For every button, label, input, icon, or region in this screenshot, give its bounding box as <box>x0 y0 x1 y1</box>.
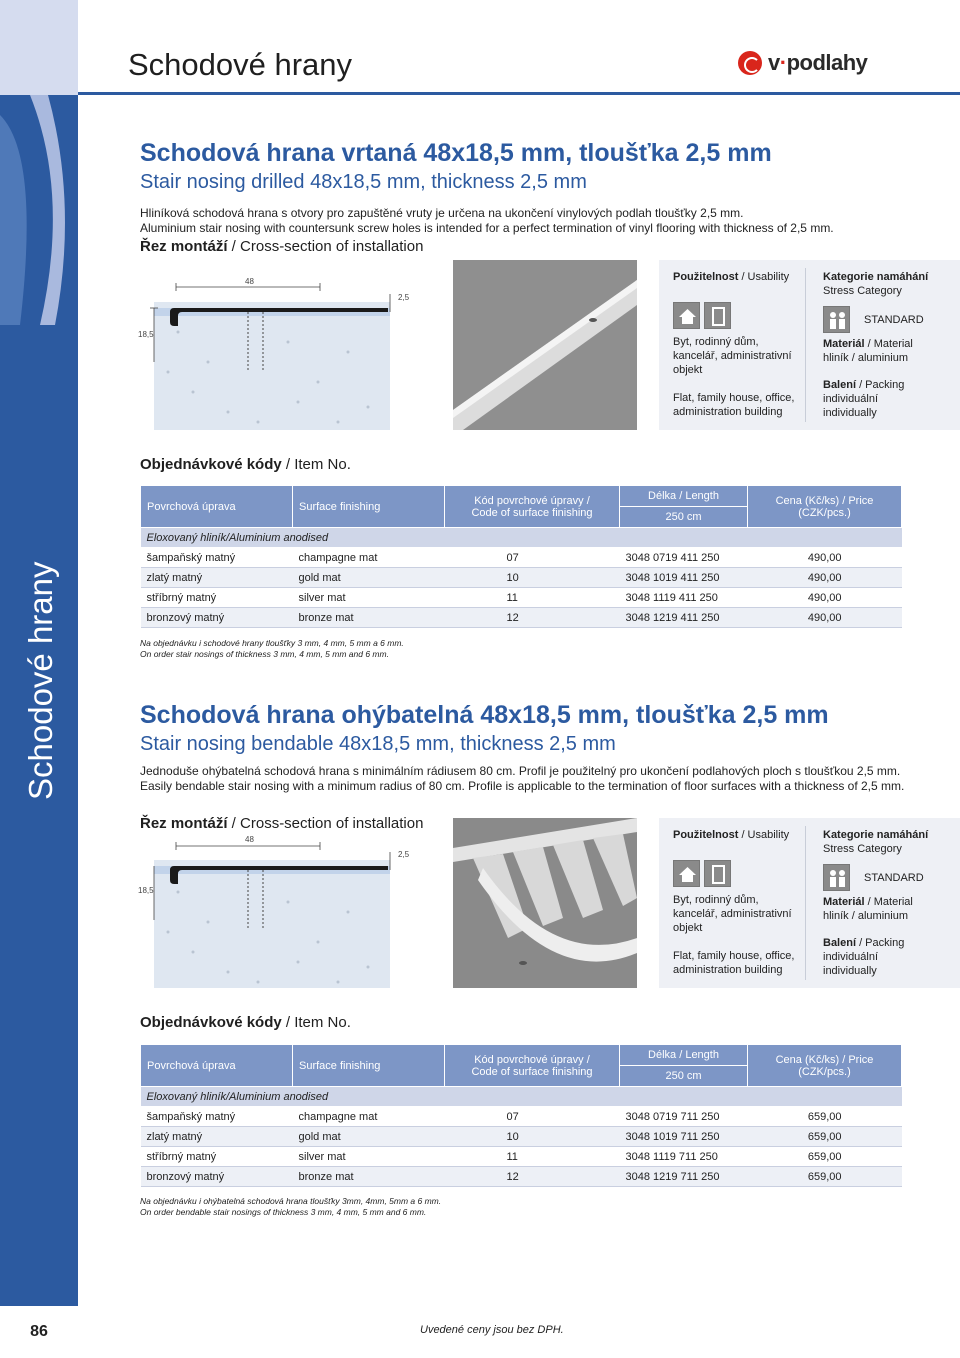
table-row: zlatý matný gold mat 10 3048 1019 711 250 659,00 <box>141 1127 902 1147</box>
product1-desc-cz: Hliníková schodová hrana s otvory pro zapuštěné vruty je určena na ukončení vinylových podlah tloušťky 2,5 mm. <box>140 206 744 220</box>
product2-usability-cz: Byt, rodinný dům, kancelář, administrativní objekt <box>673 894 792 934</box>
brand-logo[interactable] <box>738 50 867 76</box>
product2-desc-en: Easily bendable stair nosing with a minimum radius of 80 cm. Profile is applicable to the termination of floor surfaces with a thickness of 2,5 mm. <box>140 779 905 793</box>
product2-material-value: hliník / aluminium <box>823 910 908 922</box>
product1-rez-heading: Řez montáží / Cross-section of installation <box>140 238 424 255</box>
product2-title-en: Stair nosing bendable 48x18,5 mm, thickness 2,5 mm <box>140 732 616 755</box>
product2-note: Na objednávku i ohýbatelná schodová hrana tloušťky 3mm, 4mm, 5mm a 6 mm. On order bendable stair nosings of thickness 3 mm, 4 mm, 5 mm and 6 mm. <box>140 1196 442 1217</box>
product1-packing-heading: Balení / Packing <box>823 379 905 391</box>
product2-title-cz: Schodová hrana ohýbatelná 48x18,5 mm, tloušťka 2,5 mm <box>140 701 829 729</box>
logo-mark-icon <box>738 51 762 75</box>
product1-photo <box>453 260 637 430</box>
col-code: Kód povrchové úpravy / Code of surface finishing <box>445 1045 620 1087</box>
product2-usability-en: Flat, family house, office, administration building <box>673 950 795 976</box>
col-length: Délka / Length <box>620 1045 748 1066</box>
col-surface-cz: Povrchová úprava <box>141 1045 293 1087</box>
product1-packing-en: individually <box>823 407 877 419</box>
footer-note: Uvedené ceny jsou bez DPH. <box>420 1324 564 1336</box>
product1-stress-value: STANDARD <box>864 313 924 326</box>
side-vertical-title: Schodové hrany <box>22 561 59 800</box>
col-length-value: 250 cm <box>620 507 748 528</box>
header-rule <box>78 92 960 95</box>
product2-dim-thickness: 2,5 <box>398 850 410 859</box>
product1-usability-en: Flat, family house, office, administration building <box>673 392 795 418</box>
product2-usability-heading: Použitelnost / Usability <box>673 829 790 841</box>
table-row: stříbrný matný silver mat 11 3048 1119 411 250 490,00 <box>141 588 902 608</box>
product2-rez-heading: Řez montáží / Cross-section of installation <box>140 815 424 832</box>
product1-dim-height: 18,5 <box>138 330 154 339</box>
col-price: Cena (Kč/ks) / Price (CZK/pcs.) <box>748 486 902 528</box>
product1-material-heading: Materiál / Material <box>823 338 913 350</box>
product1-heading <box>140 140 960 194</box>
product2-dim-height: 18,5 <box>138 886 154 895</box>
group-row: Eloxovaný hliník/Aluminium anodised <box>141 528 902 548</box>
product1-packing-cz: individuální <box>823 393 879 405</box>
product2-dim-width: 48 <box>245 835 254 844</box>
office-door-icon <box>704 860 731 887</box>
table-row: stříbrný matný silver mat 11 3048 1119 711 250 659,00 <box>141 1147 902 1167</box>
product1-usability-cz: Byt, rodinný dům, kancelář, administrativní objekt <box>673 336 792 376</box>
col-surface-en: Surface finishing <box>293 486 445 528</box>
col-price: Cena (Kč/ks) / Price (CZK/pcs.) <box>748 1045 902 1087</box>
logo-text: v·podlahy <box>768 50 868 75</box>
col-length-value: 250 cm <box>620 1066 748 1087</box>
people-icon <box>823 306 850 333</box>
product2-stress-en: Stress Category <box>823 843 902 855</box>
side-decoration <box>0 95 78 325</box>
col-surface-en: Surface finishing <box>293 1045 445 1087</box>
office-door-icon <box>704 302 731 329</box>
product2-info-panel <box>659 818 960 988</box>
product1-title-cz: Schodová hrana vrtaná 48x18,5 mm, tloušťka 2,5 mm <box>140 139 772 167</box>
product2-order-title: Objednávkové kódy / Item No. <box>140 1014 351 1031</box>
product2-stress-value: STANDARD <box>864 871 924 884</box>
product2-stress-heading: Kategorie namáhání <box>823 829 929 841</box>
product1-cross-section-drawing <box>138 272 438 430</box>
product2-material-heading: Materiál / Material <box>823 896 913 908</box>
product1-desc-en: Aluminium stair nosing with countersunk screw holes is intended for a perfect termination of vinyl flooring with thickness of 2,5 mm. <box>140 221 834 235</box>
col-code: Kód povrchové úpravy / Code of surface finishing <box>445 486 620 528</box>
people-icon <box>823 864 850 891</box>
table-row: šampaňský matný champagne mat 07 3048 0719 711 250 659,00 <box>141 1107 902 1127</box>
product2-packing-en: individually <box>823 965 877 977</box>
product1-dim-thickness: 2,5 <box>398 293 410 302</box>
product1-order-title: Objednávkové kódy / Item No. <box>140 456 351 473</box>
house-icon <box>673 302 700 329</box>
table-row: bronzový matný bronze mat 12 3048 1219 411 250 490,00 <box>141 608 902 628</box>
product2-photo <box>453 818 637 988</box>
page-number: 86 <box>0 1306 78 1358</box>
house-icon <box>673 860 700 887</box>
table-row: bronzový matný bronze mat 12 3048 1219 711 250 659,00 <box>141 1167 902 1187</box>
col-surface-cz: Povrchová úprava <box>141 486 293 528</box>
side-band-top <box>0 0 78 95</box>
product2-packing-cz: individuální <box>823 951 879 963</box>
product1-title-en: Stair nosing drilled 48x18,5 mm, thickness 2,5 mm <box>140 170 587 193</box>
product1-stress-heading: Kategorie namáhání <box>823 271 929 283</box>
product2-cross-section-drawing <box>138 832 438 988</box>
product2-desc-cz: Jednoduše ohýbatelná schodová hrana s minimálním rádiusem 80 cm. Profil je použitelný pro ukončení podlahových ploch s tloušťkou 2,5 mm. <box>140 764 901 778</box>
table-row: zlatý matný gold mat 10 3048 1019 411 250 490,00 <box>141 568 902 588</box>
product2-packing-heading: Balení / Packing <box>823 937 905 949</box>
product1-dim-width: 48 <box>245 277 254 286</box>
product1-order-table <box>140 485 902 628</box>
group-row: Eloxovaný hliník/Aluminium anodised <box>141 1087 902 1107</box>
product1-note: Na objednávku i schodové hrany tloušťky 3 mm, 4 mm, 5 mm a 6 mm. On order stair nosings of thickness 3 mm, 4 mm, 5 mm and 6 mm. <box>140 638 404 659</box>
product1-usability-heading: Použitelnost / Usability <box>673 271 790 283</box>
product1-info-panel <box>659 260 960 430</box>
product2-heading <box>140 702 960 756</box>
col-length: Délka / Length <box>620 486 748 507</box>
product1-material-value: hliník / aluminium <box>823 352 908 364</box>
product1-stress-en: Stress Category <box>823 285 902 297</box>
page-title: Schodové hrany <box>128 47 353 82</box>
table-row: šampaňský matný champagne mat 07 3048 0719 411 250 490,00 <box>141 548 902 568</box>
product2-order-table <box>140 1044 902 1187</box>
